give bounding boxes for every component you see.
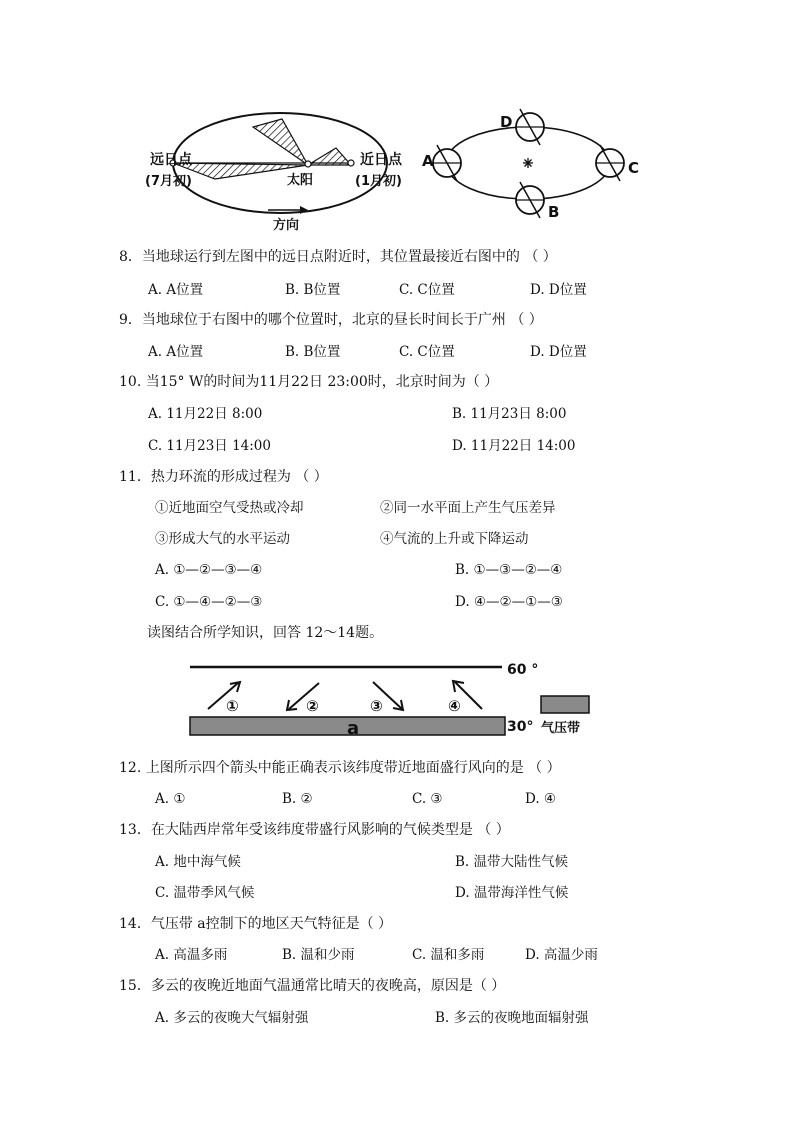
q12-option-c[interactable]: C. ③ [412,791,443,807]
q8-option-a[interactable]: A. A位置 [148,282,204,298]
aphelion-time: (7月初) [145,174,192,189]
sun-icon [523,158,533,168]
q14-option-c[interactable]: C. 温和多雨 [412,947,485,963]
arrow-4-label: ④ [448,697,461,715]
q11-option-a[interactable]: A. ①—②—③—④ [155,562,263,578]
legend-swatch [541,696,589,713]
latitude-30-label: 30° [507,719,534,735]
q11-statement-4: ④气流的上升或下降运动 [380,531,529,547]
q14-option-b[interactable]: B. 温和少雨 [282,947,355,963]
q15-option-a[interactable]: A. 多云的夜晚大气辐射强 [155,1010,309,1026]
earth-positions-diagram [420,100,650,230]
orbit-diagram [140,95,430,235]
q14-option-a[interactable]: A. 高温多雨 [155,947,228,963]
question-13-stem: 13．在大陆西岸常年受该纬度带盛行风影响的气候类型是 （ ） [119,822,510,838]
q9-option-a[interactable]: A. A位置 [148,344,204,360]
earth-position-a [433,145,461,181]
sun-dot [305,161,311,167]
q12-option-d[interactable]: D. ④ [525,791,557,807]
latitude-60-label: 60 ° [507,662,539,678]
q9-option-b[interactable]: B. B位置 [285,344,341,360]
question-8-stem: 8．当地球运行到左图中的远日点附近时，其位置最接近右图中的 （ ） [119,249,557,265]
q8-option-b[interactable]: B. B位置 [285,282,341,298]
q13-option-a[interactable]: A. 地中海气候 [155,854,241,870]
question-15-stem: 15．多云的夜晚近地面气温通常比晴天的夜晚高，原因是（ ） [119,978,506,994]
earth-position-b [516,182,544,218]
belt-label-a: a [347,718,360,739]
q15-option-b[interactable]: B. 多云的夜晚地面辐射强 [435,1010,589,1026]
question-11-stem: 11．热力环流的形成过程为 （ ） [119,469,328,485]
direction-label: 方向 [273,218,300,233]
legend-label: 气压带 [541,721,581,736]
q13-option-d[interactable]: D. 温带海洋性气候 [455,885,569,901]
sector-top [253,119,308,165]
arrow-3-label: ③ [370,697,383,715]
question-12-stem: 12. 上图所示四个箭头中能正确表示该纬度带近地面盛行风向的是 （ ） [119,760,561,776]
q12-option-a[interactable]: A. ① [155,791,186,807]
arrow-2-label: ② [306,697,319,715]
q10-option-c[interactable]: C. 11月23日 14:00 [148,438,271,454]
label-a: A [422,152,434,170]
label-d: D [500,113,513,131]
question-14-stem: 14．气压带 a控制下的地区天气特征是（ ） [119,916,393,932]
q8-option-d[interactable]: D. D位置 [530,282,587,298]
q11-statement-1: ①近地面空气受热或冷却 [155,500,304,516]
q14-option-d[interactable]: D. 高温少雨 [525,947,598,963]
q12-option-b[interactable]: B. ② [282,791,313,807]
q13-option-c[interactable]: C. 温带季风气候 [155,885,255,901]
label-b: B [548,203,560,221]
q10-option-b[interactable]: B. 11月23日 8:00 [452,406,567,422]
sun-label: 太阳 [287,173,314,188]
q9-option-c[interactable]: C. C位置 [399,344,455,360]
perihelion-label: 近日点 [360,152,402,168]
perihelion-time: (1月初) [355,174,402,189]
q10-option-d[interactable]: D. 11月22日 14:00 [452,438,576,454]
q11-option-b[interactable]: B. ①—③—②—④ [455,562,563,578]
q10-option-a[interactable]: A. 11月22日 8:00 [148,406,263,422]
q13-option-b[interactable]: B. 温带大陆性气候 [455,854,569,870]
q11-option-d[interactable]: D. ④—②—①—③ [455,594,563,610]
q11-option-c[interactable]: C. ①—④—②—③ [155,594,263,610]
q9-option-d[interactable]: D. D位置 [530,344,587,360]
perihelion-dot [348,160,354,166]
q11-statement-3: ③形成大气的水平运动 [155,531,290,547]
question-9-stem: 9．当地球位于右图中的哪个位置时，北京的昼长时间长于广州 （ ） [119,312,543,328]
wind-belt-diagram [185,655,605,745]
q8-option-c[interactable]: C. C位置 [399,282,455,298]
earth-position-d [516,109,544,145]
read-instruction: 读图结合所学知识，回答 12～14题。 [147,625,384,641]
question-10-stem: 10. 当15° W的时间为11月22日 23:00时，北京时间为（ ） [119,374,499,390]
q11-statement-2: ②同一水平面上产生气压差异 [380,500,556,516]
label-c: C [628,159,640,177]
aphelion-label: 远日点 [150,152,192,168]
earth-position-c [596,145,624,181]
arrow-1-label: ① [226,697,239,715]
